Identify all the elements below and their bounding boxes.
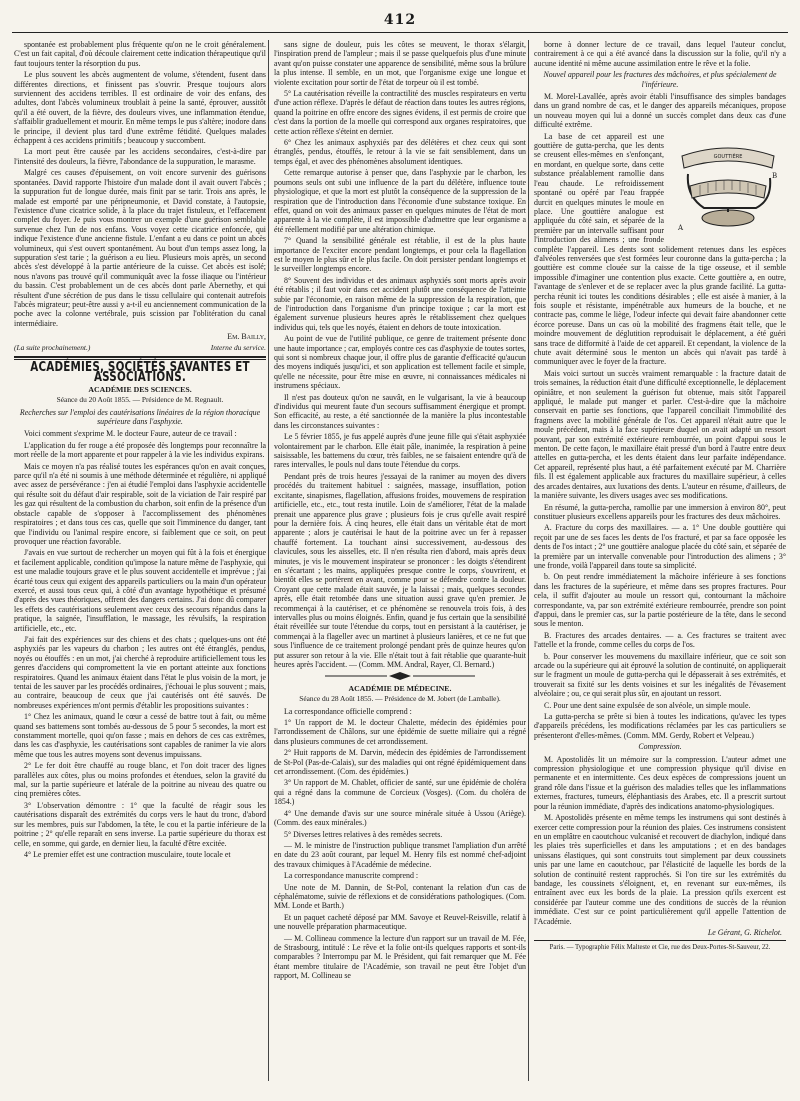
figure-label-top: GOUTTIÈRE [713, 153, 743, 160]
ornament-divider [274, 672, 526, 682]
paragraph: 2° Le fer doit être chauffé au rouge blanc, et l'on doit tracer des lignes parallèles aux côtes, plus ou moins profondes et étendues, selon la gravité du mal, sur la partie supérieure et latérale de la poitrine au niveau des quatre ou cinq premières côtes. [14, 761, 266, 799]
continuation-note: (La suite prochainement.) [14, 342, 91, 352]
paragraph: Le 5 février 1855, je fus appelé auprès d'une jeune fille qui s'était asphyxiée volontairement par le charbon. Elle était pâle, inanimée, la respiration à peine saisissable, les battemens du cœur, très faibles, ne se faisaient entendre qu'à de rares intervalles, le pouls nul dans toute l'étendue du corps. [274, 432, 526, 470]
paragraph: Et un paquet cacheté déposé par MM. Savoye et Reuvel-Reisville, relatif à une nouvelle préparation pharmaceutique. [274, 912, 526, 932]
academy-title: ACADÉMIE DES SCIENCES. [88, 384, 192, 394]
note-line [14, 343, 266, 352]
article-title: Nouvel appareil pour les fractures des mâchoires, et plus spécialement de l'inférieure. [543, 70, 777, 89]
paragraph: b. On peut rendre immédiatement la mâchoire inférieure à ses fonctions dans les fractures de la supérieure, et même dans ses propres fractures. Pour cela, il suffit d'ajouter au moule un ressort qui, contournant la mâchoire correspondante, va, par son extrémité extérieure rembourrée, prendre son point d'appui, dans le premier cas, sur la partie postérieure de la tête, dans le second sous le menton. [534, 572, 786, 629]
paragraph: 2° Huit rapports de M. Darvin, médecin des épidémies de l'arrondissement de St-Pol (Pas-de-Calais), sur des maladies qui ont régné épidémiquement dans cet arrondissement. (Com. des épidémies.) [274, 748, 526, 777]
paragraph: Voici comment s'exprime M. le docteur Faure, auteur de ce travail : [24, 429, 237, 439]
author-signature: Em. Bailly, [227, 332, 266, 342]
paragraph: 4° Une demande d'avis sur une source minérale située à Ussou (Ariège). (Comm. des eaux minérales.) [274, 808, 526, 828]
paragraph: b. Pour conserver les mouvemens du maxillaire inférieur, que ce soit son arcade ou la supérieure qui ait éprouvé la solution de continuité, on appliquerait sur le fragment un moule de gutta-percha qui le dépasserait à ses extrémités, et trouverait sa fixité sur les dents voisines et sur les inégalités de l'évasement alvéolaire ; ou, ce qui serait plus sûr, en ajoutant un ressort. [534, 651, 786, 699]
footer-rule [534, 940, 786, 941]
paragraph: 5° La cautérisation réveille la contractilité des muscles respirateurs en vertu d'une action réflexe. D'après le défaut de réaction dans toutes les autres régions, quand la poitrine en offre encore des signes évidens, il est permis de croire que c'est dans la portion de la moelle qui correspond aux organes respiratoires, que cette action réflexe s'éteint en dernier. [274, 89, 526, 136]
column-3 [534, 40, 786, 1081]
gerant-signature: Le Gérant, G. Richelot. [707, 927, 782, 937]
paragraph: A. Fracture du corps des maxillaires. — a. 1° Une double gouttière qui reçoit par une de ses faces les dents de l'os fracturé, et par sa face opposée les dents de l'os intact ; 2° une gouttière analogue placée du côté sain, et séparée de la première par un intervalle convenable pour l'introduction des alimens ; 3° une fronde, voilà l'appareil dans toute sa simplicité. [534, 523, 786, 570]
paragraph: 3° L'observation démontre : 1° que la faculté de réagir sous les cautérisations disparaît des extrémités du corps vers le haut du tronc, d'abord sur les membres, puis sur l'abdomen, la tête, le cou et la partie inférieure de la poitrine ; 2° qu'elle reparaît en sens inverse. La partie supérieure du thorax est celle, en somme, qui garde, en dernier lieu, la faculté d'être excitée. [14, 800, 266, 848]
paragraph: Au point de vue de l'utilité publique, ce genre de traitement présente donc une haute importance ; car, employés contre ces cas d'asphyxie de toutes sortes, qui sont si nombreux chaque jour, il offre plus de garantie d'efficacité qu'aucun des moyens indiqués jusqu'ici, et son application est tellement facile et simple, qu'elle ne nécessite, pour être mise en œuvre, ni connaissances médicales ni instrumens spéciaux. [274, 334, 526, 391]
paragraph: J'ai fait des expériences sur des chiens et des chats ; quelques-uns ont été asphyxiés par les vapeurs du charbon ; les autres ont été étranglés, pendus, noyés ou étouffés : en un mot, j'ai cherché à reproduire artificiellement tous les genres d'accidens qui compromettent la vie en portant atteinte aux fonctions respiratoires. Quand les animaux étaient dans l'état le plus voisin de la mort, je tentai de les sauver par les procédés ordinaires, j'échouai le plus souvent ; mais, au contraire, beaucoup de ceux que j'ai cautérisés ont été sauvés. De nombreuses expériences m'ont permis d'établir les propositions suivantes : [14, 634, 266, 710]
academy-title: ACADÉMIE DE MÉDECINE. [348, 683, 452, 693]
header-rule [12, 32, 788, 33]
paragraph: Mais voici surtout un succès vraiment remarquable : la fracture datait de trois semaines, la réduction était d'une difficulté exceptionnelle, le déplacement opiniâtre, et non seulement la guérison fut obtenue, mais sitôt l'appareil appliqué, le malade put manger et parler. C'est-à-dire que la mâchoire conservait en partie ses fonctions, que l'appareil conciliait l'immobilité des fragmens avec la mobilité générale de l'os. Cet appareil n'était autre que le moule précédent, mais à la face supérieure duquel on avait adapté un ressort pouvant, par son extrémité extérieure rembourrée, un point d'appui sous le menton. De cette façon, le maxillaire était pressé d'un bord à l'autre entre deux attelles en gutta-percha, et les dents étaient dans leur parfaite indépendance. Cet appareil, représenté plus haut, a été parfaitement exécuté par M. Charrière fils. Il est également applicable aux fractures du maxillaire supérieur, à celles des arcades dentaires, aux luxations des dents. L'auteur en résume, d'ailleurs, de la manière suivante, les divers usages avec ses modifications. [534, 368, 786, 501]
paragraph: 1° Un rapport de M. le docteur Chalette, médecin des épidémies pour l'arrondissement de Châlons, sur une épidémie de suette miliaire qui a régné dans plusieurs communes de cet arrondissement. [274, 718, 526, 746]
paragraph: Cette remarque autorise à penser que, dans l'asphyxie par le charbon, les poumons seuls ont subi une influence de la part du délétère, influence toute physiologique, et que la mort est plutôt la conséquence de la suppression de la respiration que de l'introduction dans l'économie d'une substance toxique. En effet, quand on voit des animaux passer en quelques minutes de l'état de mort apparente à la vie complète, il est impossible d'admettre que leur organisme a été réellement modifié par une altération chimique. [274, 168, 526, 234]
article-title: Recherches sur l'emploi des cautérisations linéaires de la région thoracique supérieure dans l'asphyxie. [19, 407, 261, 427]
figure-label-b: B [772, 171, 778, 180]
column-separator [268, 40, 269, 1081]
column-2 [274, 40, 526, 1081]
paragraph: L'application du fer rouge a été proposée dès longtemps pour reconnaître la mort réelle de la mort apparente et pour rappeler à la vie les individus expirans. [14, 440, 266, 460]
paragraph: 6° Chez les animaux asphyxiés par des délétères et chez ceux qui sont étranglés, pendus, étouffés, le retour à la vie se fait sensiblement, dans un temps égal, et avec des phénomènes absolument identiques. [274, 138, 526, 166]
paragraph: Il n'est pas douteux qu'on ne sauvât, en le vulgarisant, la vie à beaucoup d'individus qui meurent faute d'un secours suffisamment énergique et prompt. Son efficacité, au reste, a été sanctionnée de la manière la plus incontestable dans les circonstances suivantes : [274, 392, 526, 430]
paragraph: sans signe de douleur, puis les côtes se meuvent, le thorax s'élargit, l'inspiration prend de l'ampleur ; mais il se passe quelquefois plus d'une minute avant qu'on puisse constater une apparence de sensibilité, même sous la brûlure la plus intense. Il semble, en un mot, que l'organisme exige une longue et violente excitation pour sortir de l'état de torpeur où il est tombé. [274, 40, 526, 87]
meeting-line: Séance du 28 Août 1855. — Présidence de M. Jobert (de Lamballe). [299, 694, 501, 704]
paragraph: En résumé, la gutta-percha, ramollie par une immersion à environ 80°, peut constituer plusieurs excellens appareils pour les fractures des deux mâchoires. [534, 502, 786, 521]
ornament-rule-icon [325, 672, 475, 680]
paragraph: Pendant près de trois heures j'essayai de la ranimer au moyen des divers procédés du traitement habituel : saignées, massage, insufflation, potion excitante, sinapismes, flagellation, affusions froides, mouvemens de respiration artificielle, etc., etc., tout resta inutile. Loin de s'améliorer, l'état de la malade prenait une apparence plus grave ; plusieurs fois je crus qu'elle avait respiré pour la dernière fois. À cinq heures, elle était dans un véritable état de mort apparente ; alors je cautérisai le haut de la poitrine avec un fer à repasser chauffé fortement. La touchant ainsi successivement, au-dessous des clavicules, sous les aisselles, etc. Il n'en résulta rien d'abord, mais après deux minutes, je vis le mouvement inspirateur se prononcer : les doigts s'étendirent en s'écartant ; les mains, appliquées presque contre le corps, s'ouvrirent, et bientôt elles se portèrent en avant, comme pour se défendre contre la douleur. Croyant que cette malade était sauvée, je la laissai ; mais, quelques secondes après, elle était retombée dans une situation aussi grave qu'en premier. Je recommençai à la cautériser, et ce phénomène se renouvela trois fois, à des intervalles plus ou moins éloignés. Enfin, quand je fus certain que la sensibilité était réveillée sur toute l'étendue du corps, tout en persistant à la cautériser, je commençai à la flageller avec un martinet à plusieurs lanières, et ce ne fut que sous l'influence de ce traitement prolongé pendant près de quinze heures qu'on put assurer son retour à la vie. Elle n'était tout à fait rétablie que quarante-huit heures après l'accident. — (Comm. MM. Andral, Rayer, Cl. Bernard.) [274, 471, 526, 669]
paragraph: B. Fractures des arcades dentaires. — a. Ces fractures se traitent avec l'attelle et la fronde, comme celles du corps de l'os. [534, 630, 786, 650]
paragraph: C. Pour une dent saine expulsée de son alvéole, un simple moule. [544, 700, 751, 710]
paragraph: — M. le ministre de l'instruction publique transmet l'ampliation d'un arrêté en date du 23 août courant, par lequel M. Henry fils est nommé chef-adjoint des travaux chimiques à l'Académie de médecine. [274, 840, 526, 869]
paragraph: 7° Quand la sensibilité générale est rétablie, il est de la plus haute importance de l'exciter encore pendant longtemps, et pour cela la flagellation est le moyen le plus sûr et le plus facile. On doit persister pendant longtemps et le surveiller longtemps encore. [274, 236, 526, 274]
paragraph: La mort peut être causée par les accidens secondaires, c'est-à-dire par l'intensité des douleurs, la fièvre, l'abondance de la suppuration, le marasme. [14, 147, 266, 166]
jaw-apparatus-figure [668, 134, 786, 236]
paragraph: La correspondance manuscrite comprend : [284, 871, 419, 881]
paragraph: 5° Diverses lettres relatives à des remèdes secrets. [284, 829, 443, 839]
paragraph: borne à donner lecture de ce travail, dans lequel l'auteur conclut, contrairement à ce qui a été avancé dans la discussion sur la folie, qu'il n'y a aucune identité ni même aucune assimilation entre le rêve et la folie. [534, 40, 786, 68]
jaw-splint-icon [668, 134, 786, 236]
column-separator [528, 40, 529, 1081]
paragraph: 1° Chez les animaux, quand le cœur a cessé de battre tout à fait, ou même quand ses battemens sont tombés au-dessous de 5 pour 5 secondes, la mort est constamment mortelle, quoi qu'on fasse ; mais en dehors de ces cas extrêmes, dans les cas d'asphyxie, les cautérisations sont capables de ranimer la vie alors même que tous les autres moyens sont devenus impuissans. [14, 712, 266, 759]
paragraph: Une note de M. Dannin, de St-Pol, contenant la relation d'un cas de céphalématome, suivie de réflexions et de considérations pathologiques. (Com. MM. Londe et Barth.) [274, 882, 526, 911]
paragraph: M. Apostolidès présente en même temps les instrumens qui sont destinés à exercer cette compression pour la réunion des plaies. Ces instrumens consistent en un emplâtre en caoutchouc vulcanisé et recouvert de diachylon, indiqué dans les plaies très superficielles et dans les amputations ; et en des bandages unissans élastiques, qui sont construits tout simplement par deux coussinets unis par une lame en caoutchouc, par l'élasticité de laquelle les bords de la solution de continuité restent rapprochés. Si l'on tire sur les extrémités du bandage, les coussinets s'éloignent, et, en revenant sur eux-mêmes, ils entraînent avec eux les bords de la plaie. La pression qu'ils exercent est considérée par l'auteur comme une des conditions de succès de la réunion immédiate. C'est sur ce point particulièrement qu'il appelle l'attention de l'Académie. [534, 813, 786, 926]
figure-label-a: A [678, 223, 684, 232]
page-number: 412 [383, 12, 417, 28]
paragraph: Malgré ces causes d'épuisement, on voit encore survenir des guérisons spontanées. David rapporte l'histoire d'un malade dont il avait ouvert l'abcès ; la suppuration fut de longue durée, mais finit par se tarir. Trois ans après, le malade est emporté par une péripneumonie, et David constate, à l'autopsie, l'existence d'une cicatrice solide, à la place du trajet fistuleux, et l'effacement complet du foyer. Je puis vous montrer un exemple d'une guérison semblable survenue chez l'un de nos enfans. Vous voyez cette cicatrice enfoncée, qui indique l'existence d'une ancienne fistule. L'enfant a eu dans ce point un abcès volumineux, qui s'est ouvert spontanément. Au bout d'un temps assez long, la suppuration s'est tarie ; la guérison a eu lieu. Plusieurs mois après, un second abcès s'est développé à la partie antérieure de la cuisse. Cet abcès est isolé; nous n'avons pas trouvé qu'il communiquât avec la fosse iliaque ou l'intérieur du bassin. C'est probablement un de ces abcès dont parle Abernethy, et qui résultent d'une sécrétion de pus dans le tissu cellulaire qui contenait autrefois l'abcès migrateur; peut-être aussi y a-t-il eu anciennement communication de la poche avec la colonne vertébrale, puis scission par l'oblitération du canal intermédiaire. [14, 168, 266, 328]
paragraph: Le plus souvent les abcès augmentent de volume, s'étendent, fusent dans différentes directions, et finissent pas s'ouvrir. Presque toujours alors surviennent des accidens terribles. Il est ordinaire de voir des enfans, des adultes, dont l'abcès volumineux troublait à peine la santé, éprouver, aussitôt qu'il a été ouvert, de la fièvre, des douleurs vives, une inflammation étendue, s'affaiblir graduellement et mourir. En même temps le pus s'altère; inodore dans le principe, il devient plus tard d'une extrême fétidité. Quelques malades échappent à ces accidens primitifs ; beaucoup y succombent. [14, 70, 266, 146]
paragraph: 3° Un rapport de M. Chablet, officier de santé, sur une épidémie de choléra qui a régné dans la commune de Corcieux (Vosges). (Com. du choléra de 1854.) [274, 778, 526, 807]
paragraph: M. Apostolidès lit un mémoire sur la compression. L'auteur admet une compression physiologique et une compression physique qu'il divise en permanente et en intermittente. Ces deux espèces de compressions jouent un grand rôle dans l'issue et la guérison des maladies telles que les inflammations externes, fractures, tumeurs, éléphantiasis des Arabes, etc. Il a prescrit surtout pour la réunion immédiate, d'après des indications anatomo-physiologiques. [534, 754, 786, 811]
meeting-line: Séance du 20 Août 1855. — Présidence de M. Regnault. [56, 395, 224, 405]
paragraph: Mais ce moyen n'a pas réalisé toutes les espérances qu'on en avait conçues, parce qu'il n'a été ni soumis à une méthode déterminée et régulière, ni appliqué avec assez de persévérance : j'en ai étudié l'emploi dans l'asphyxie accidentelle qui résulte soit du défaut d'air respirable, soit de la viciation de l'air respiré par les gaz qui résultent de la combustion du charbon, soit enfin de la présence d'un obstacle capable de s'opposer à l'accomplissement des phénomènes respiratoires ; et dans tous ces cas, quelle que soit l'imminence du danger, tant que l'individu ou l'animal respire encore, si faiblement que ce soit, on peut provoquer une réaction favorable. [14, 461, 266, 546]
paragraph: 8° Souvent des individus et des animaux asphyxiés sont morts après avoir été rétablis ; il faut voir dans cet accident plutôt une conséquence de l'atteinte subie par l'économie, en raison même de la suppression de la respiration, que de l'introduction dans l'organisme d'un principe toxique ; car la mort est également survenue plusieurs heures après le rétablissement chez quelques individus qui, tels que les noyés, étaient en dehors de toute intoxication. [274, 275, 526, 332]
paragraph: La correspondance officielle comprend : [284, 706, 412, 716]
signature-line [14, 332, 266, 341]
paragraph: 4° Le premier effet est une contraction musculaire, toute locale et [24, 849, 231, 859]
paragraph: La base de cet appareil est une gouttière de gutta-percha, que les dents se creusent elles-mêmes en s'enfonçant, en mordant, en quelque sorte, dans cette substance préalablement ramollie dans l'eau chaude. Le refroidissement spontané ou opéré par l'eau frappée durcit en quelques minutes le moule en place. Une gouttière analogue est appliquée du côté sain, et séparée de la première par un intervalle suffisant pour l'introduction des alimens ; une fronde complète l'appareil. Les dents sont solidement retenues dans les espèces d'alvéoles renversées que s'est formées leur couronne dans la gutta-percha ; la gouttière est comme clouée sur la caisse de la tige osseuse, et il semble impossible d'imaginer une contention plus exacte. Cette gouttière a, en outre, l'avantage de s'enlever et de se replacer avec la plus grande facilité. La gutta-percha réunit ici toutes les conditions désirables ; elle est aisée à manier, à la fois souple et résistante, impénétrable aux humeurs de la bouche, et ne contracte pas, comme le liège, l'odeur infecte qui devait faire abandonner cette écorce poreuse. Dans un cas où la mobilité des fragmens était telle, que le moindre mouvement de déglutition reproduisait le déplacement, a été guéri sans trace de difformité à l'aide de cet appareil. Et cependant, la violence de la chute avait déterminé sous le menton un abcès qui n'avait pas tardé à communiquer avec le foyer de la fracture. [534, 131, 786, 367]
paragraph: — M. Collineau commence la lecture d'un rapport sur un travail de M. Fée, de Strasbourg, intitulé : Le rêve et la folie ont-ils quelques rapports et sont-ils comparables ? Interrompu par M. le Président, qui fait remarquer que M. Fée étant membre titulaire de l'Académie, son travail ne peut être l'objet d'un rapport, M. Collineau se [274, 933, 526, 981]
paragraph: J'avais en vue surtout de rechercher un moyen qui fût à la fois et énergique et facilement applicable, condition qu'impose la nature même de l'asphyxie, qui est une maladie toujours grave et le plus souvent accidentelle et imprévue ; j'ai écarté tous ceux qui exigent des appareils particuliers ou la main d'un opérateur exercé, et aussi tous ceux qui, à côté d'un avantage hypothétique et présumé d'après des vues théoriques, offrent des dangers certains. J'ai donc dû comparer les effets des cautérisations seulement avec ceux des secours répandus dans la pratique, la saignée, l'insufflation, le massage, les révulsifs, la respiration artificielle, etc., etc. [14, 548, 266, 633]
column-1 [14, 40, 266, 1081]
author-role: Interne du service. [210, 342, 266, 352]
paragraph: La gutta-percha se prête si bien à toutes les indications, qu'avec les types d'appareils précédens, les modifications réclamées par les cas particuliers se présenteront d'elles-mêmes. (Comm. MM. Gerdy, Robert et Velpeau.) [534, 712, 786, 740]
paragraph: spontanée est probablement plus fréquente qu'on ne le croit généralement. C'est un fait capital, d'où découle clairement cette indication thérapeutique qu'il faut toujours tenter la résorption du pus. [14, 40, 266, 68]
printer-imprint: Paris. — Typographie Félix Malteste et Cie, rue des Deux-Portes-St-Sauveur, 22. [549, 944, 771, 952]
paragraph: M. Morel-Lavallée, après avoir établi l'insuffisance des simples bandages dans un grand nombre de cas, et le danger des appareils mécaniques, propose un nouveau moyen qui lui a donné un succès complet dans deux cas d'une difficulté extrême. [534, 92, 786, 130]
section-title: ACADÉMIES, SOCIÉTÉS SAVANTES ET ASSOCIATIONS. [30, 358, 250, 386]
subsection-title: Compression. [638, 742, 682, 752]
